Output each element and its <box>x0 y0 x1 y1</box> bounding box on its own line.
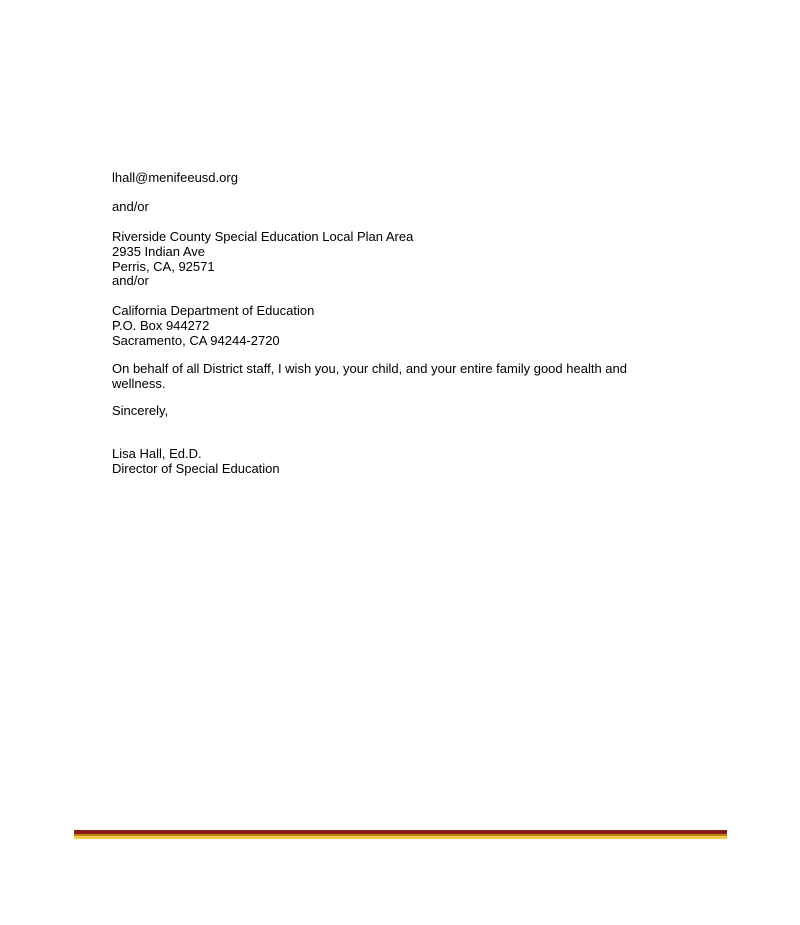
closing-paragraph-line: On behalf of all District staff, I wish you, your child, and your entire family good health and <box>112 361 627 376</box>
footer-band <box>74 836 727 839</box>
and-or-separator: and/or <box>112 273 149 288</box>
cde-po-box: P.O. Box 944272 <box>112 318 210 333</box>
and-or-separator: and/or <box>112 199 149 214</box>
signer-title: Director of Special Education <box>112 461 280 476</box>
footer-rule <box>74 830 727 840</box>
cde-city: Sacramento, CA 94244-2720 <box>112 333 280 348</box>
email-address: lhall@menifeeusd.org <box>112 170 238 185</box>
signer-name: Lisa Hall, Ed.D. <box>112 446 202 461</box>
closing-paragraph-line: wellness. <box>112 376 166 391</box>
selpa-street: 2935 Indian Ave <box>112 244 206 259</box>
selpa-name: Riverside County Special Education Local Plan Area <box>112 229 414 244</box>
selpa-city: Perris, CA, 92571 <box>112 259 215 274</box>
cde-name: California Department of Education <box>112 303 315 318</box>
sign-off: Sincerely, <box>112 403 169 418</box>
